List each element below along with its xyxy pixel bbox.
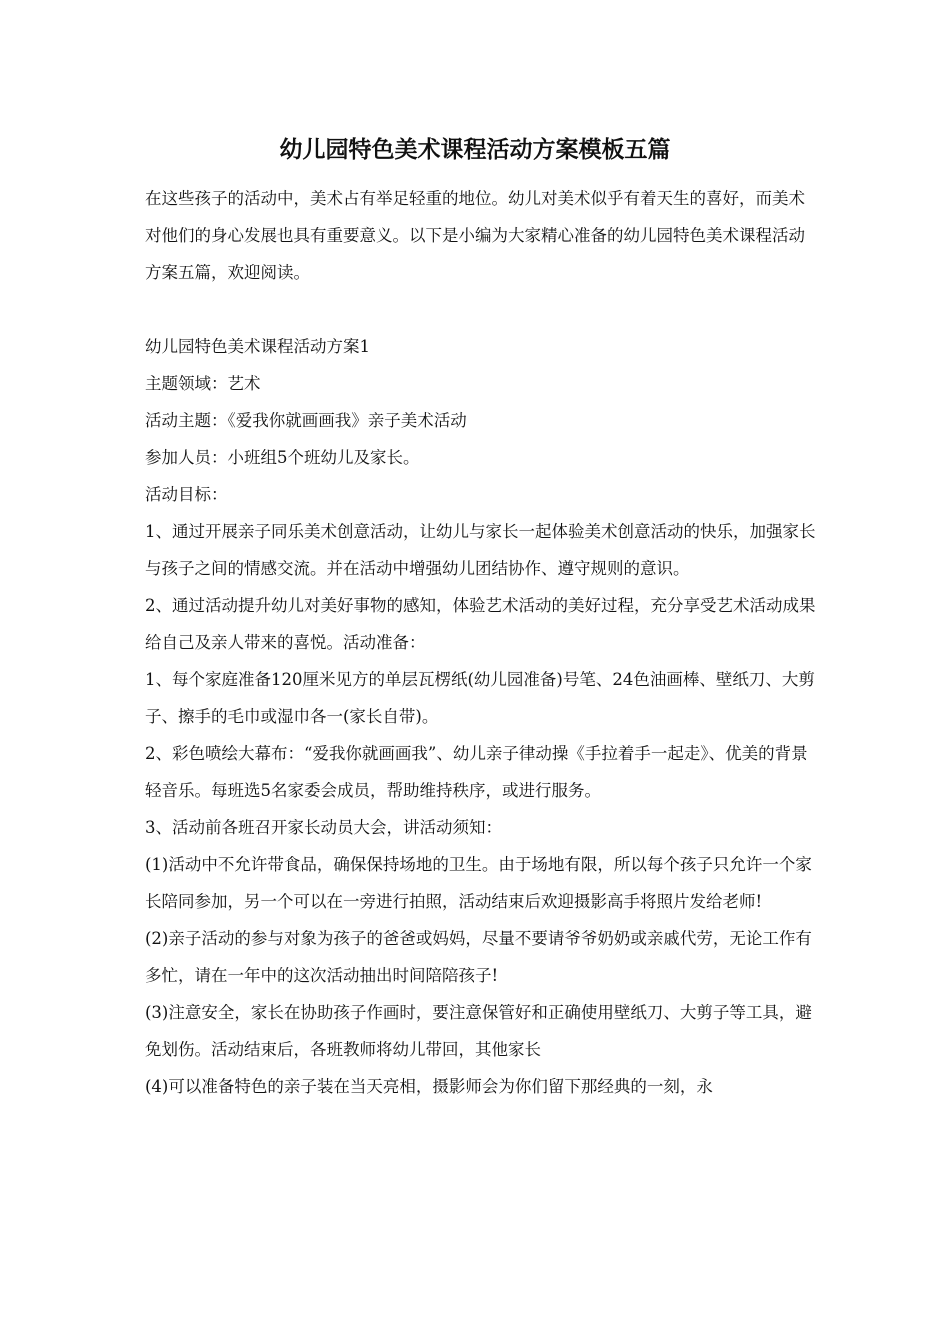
paragraph: (3)注意安全，家长在协助孩子作画时，要注意保管好和正确使用壁纸刀、大剪子等工具，避免划伤。活动结束后，各班教师将幼儿带回，其他家长 xyxy=(145,1003,812,1059)
intro-paragraph: 在这些孩子的活动中，美术占有举足轻重的地位。幼儿对美术似乎有着天生的喜好，而美术对他们的身心发展也具有重要意义。以下是小编为大家精心准备的幼儿园特色美术课程活动方案五篇，欢迎阅读。 xyxy=(145,189,805,282)
paragraph: 活动目标： xyxy=(145,485,228,504)
paragraph: 参加人员：小班组5个班幼儿及家长。 xyxy=(145,448,420,467)
paragraph: (2)亲子活动的参与对象为孩子的爸爸或妈妈，尽量不要请爷爷奶奶或亲戚代劳，无论工作有多忙，请在一年中的这次活动抽出时间陪陪孩子! xyxy=(145,929,812,985)
paragraph: 1、每个家庭准备120厘米见方的单层瓦楞纸(幼儿园准备)号笔、24色油画棒、壁纸刀、大剪子、擦手的毛巾或湿巾各一(家长自带)。 xyxy=(145,670,815,726)
document-title: 幼儿园特色美术课程活动方案模板五篇 xyxy=(279,136,671,163)
paragraph: (1)活动中不允许带食品，确保保持场地的卫生。由于场地有限，所以每个孩子只允许一个家长陪同参加，另一个可以在一旁进行拍照，活动结束后欢迎摄影高手将照片发给老师! xyxy=(145,855,812,911)
paragraph: 主题领域：艺术 xyxy=(145,374,261,393)
paragraph: 活动主题：《爱我你就画画我》亲子美术活动 xyxy=(145,411,467,430)
paragraph: 1、通过开展亲子同乐美术创意活动，让幼儿与家长一起体验美术创意活动的快乐，加强家长与孩子之间的情感交流。并在活动中增强幼儿团结协作、遵守规则的意识。 xyxy=(145,522,816,578)
paragraph: 2、彩色喷绘大幕布：“爱我你就画画我”、幼儿亲子律动操《手拉着手一起走》、优美的背景轻音乐。每班选5名家委会成员，帮助维持秩序，或进行服务。 xyxy=(145,744,808,800)
paragraph: 3、活动前各班召开家长动员大会，讲活动须知： xyxy=(145,818,502,837)
document-body xyxy=(145,180,817,1105)
paragraph: (4)可以准备特色的亲子装在当天亮相，摄影师会为你们留下那经典的一刻，永 xyxy=(145,1077,713,1096)
paragraph: 2、通过活动提升幼儿对美好事物的感知，体验艺术活动的美好过程，充分享受艺术活动成果给自己及亲人带来的喜悦。活动准备： xyxy=(145,596,816,652)
section-heading: 幼儿园特色美术课程活动方案1 xyxy=(145,337,370,356)
